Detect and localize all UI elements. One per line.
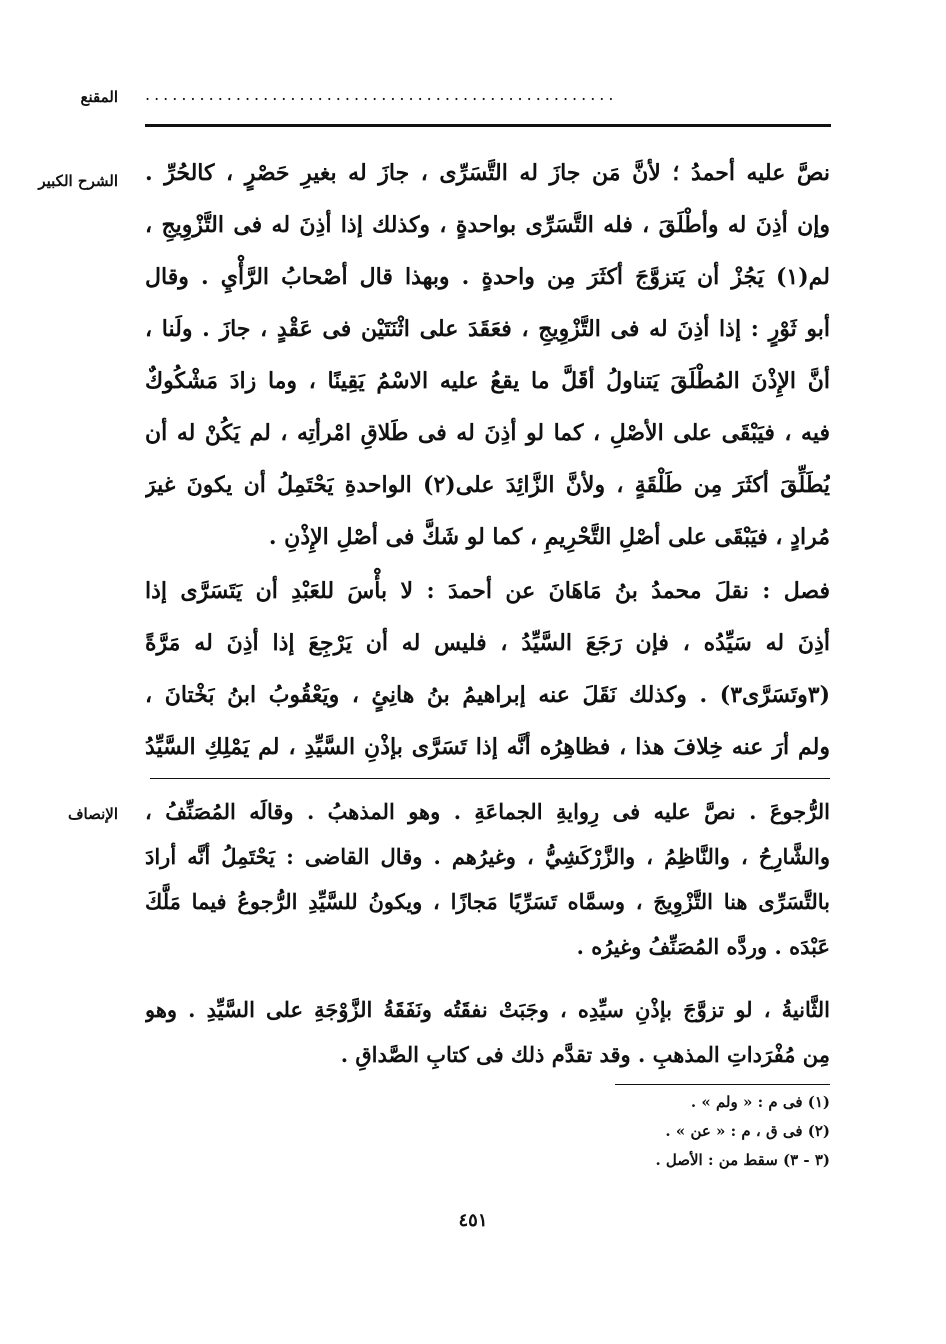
text-line: أذِنَ له سَيِّدُه ، فإن رَجَعَ السَّيِّدُ ، فليس له أن يَرْجِعَ إذا أذِنَ له مَرَّةً	[145, 630, 830, 656]
section-divider-rule	[150, 778, 830, 779]
text-line: لم(١) يَجُزْ أن يَتزوَّجَ أكثَرَ مِن واحدةٍ . وبهذا قال أصْحابُ الرَّأْيِ . وقال	[145, 264, 830, 290]
insaf-paragraph-1	[145, 789, 830, 969]
side-label-insaf: الإنصاف	[67, 805, 118, 823]
footnote-rule	[615, 1084, 830, 1085]
text-line: والشَّارِحُ ، والنَّاظِمُ ، والزَّرْكَشِيُّ ، وغيرُهم . وقال القاضى : يَحْتَمِلُ أنَّه أرادَ	[145, 844, 830, 869]
insaf-text-block	[145, 789, 830, 1077]
header-dotted-leader: ....................................................	[145, 85, 618, 104]
text-line	[145, 565, 830, 617]
sharh-text-block	[145, 147, 830, 773]
side-label-sharh: الشرح الكبير	[38, 172, 118, 190]
sharh-paragraph-1	[145, 147, 830, 563]
text-line: فيه ، فيَبْقَى على الأصْلِ ، كما لو أذِنَ له فى طَلاقِ امْرأتِه ، لم يَكُنْ له أن	[145, 420, 830, 446]
text-line-rest: : نقلَ محمدُ بنُ مَاهَانَ عن أحمدَ : لا بأْسَ للعَبْدِ أن يَتَسَرَّى إذا	[145, 578, 784, 604]
text-line: الرُّجوعَ . نصَّ عليه فى رِوايةِ الجماعَةِ . وهو المذهبُ . وقالَه المُصَنِّفُ ،	[145, 799, 830, 824]
text-line: ولم أرَ عنه خِلافَ هذا ، فظاهِرُه أنَّه إذا تَسَرَّى بإذْنِ السَّيِّدِ ، لم يَمْلِكِ السَّيِّدُ	[145, 734, 830, 760]
footnote-1: (١) فى م : « ولم » .	[690, 1093, 830, 1111]
text-line: مُرادٍ ، فيَبْقَى على أصْلِ التَّحْرِيمِ ، كما لو شَكَّ فى أصْلِ الإِذْنِ .	[268, 524, 830, 550]
text-line: يُطَلِّقَ أكثَرَ مِن طَلْقَةٍ ، ولأنَّ الزَّائِدَ على(٢) الواحدةِ يَحْتَمِلُ أن يكونَ غيرَ	[145, 472, 830, 498]
footnote-2: (٢) فى ق ، م : « عن » .	[665, 1122, 830, 1140]
text-line: بالتَّسَرِّى هنا التَّزْوِيجَ ، وسمَّاه تَسَرِّيًا مَجازًا ، ويكونُ للسَّيِّدِ الرُّجوعُ فيما مَلَّكَ	[145, 889, 830, 914]
sharh-paragraph-2	[145, 565, 830, 773]
footnote-3: (٣ - ٣) سقط من : الأصل .	[655, 1151, 830, 1169]
text-line: مِن مُفْرَداتِ المذهبِ . وقد تقدَّم ذلك فى كتابِ الصَّداقِ .	[340, 1042, 830, 1067]
header-rule	[145, 124, 831, 127]
text-line: نصَّ عليه أحمدُ ؛ لأنَّ مَن جازَ له التَّسَرِّى ، جازَ له بغيرِ حَصْرٍ ، كالحُرِّ .	[145, 160, 830, 186]
text-line: أنَّ الإِذْنَ المُطْلَقَ يَتناولُ أقَلَّ ما يقعُ عليه الاسْمُ يَقِينًا ، وما زادَ مَشْكُوكٌ	[145, 368, 830, 394]
text-line: (٣وتَسَرَّى٣) . وكذلك نَقَلَ عنه إبراهيمُ بنُ هانِئٍ ، ويَعْقُوبُ ابنُ بَخْتانَ ،	[145, 682, 830, 708]
running-title: المقنع	[80, 88, 118, 106]
footnotes	[440, 1088, 830, 1175]
text-line: وإن أذِنَ له وأطْلَقَ ، فله التَّسَرِّى بواحدةٍ ، وكذلك إذا أذِنَ له فى التَّزْوِيجِ ،	[145, 212, 830, 238]
text-line: أبو ثَوْرٍ : إذا أذِنَ له فى التَّزْوِيجِ ، فعَقَدَ على اثْنَتَيْن فى عَقْدٍ ، جازَ . ولَنا ،	[145, 316, 830, 342]
text-line: عَبْدَه . وردَّه المُصَنِّفُ وغيرُه .	[576, 934, 830, 959]
section-heading-fasl: فصل	[783, 578, 830, 604]
text-line: الثَّانيةُ ، لو تزوَّجَ بإذْنِ سيِّدِه ، وجَبَتْ نفقَتُه ونَفَقَةُ الزَّوْجَةِ على السَّيِّدِ . وهو	[145, 997, 830, 1022]
insaf-paragraph-2	[145, 987, 830, 1077]
page-number: ٤٥١	[458, 1210, 488, 1231]
